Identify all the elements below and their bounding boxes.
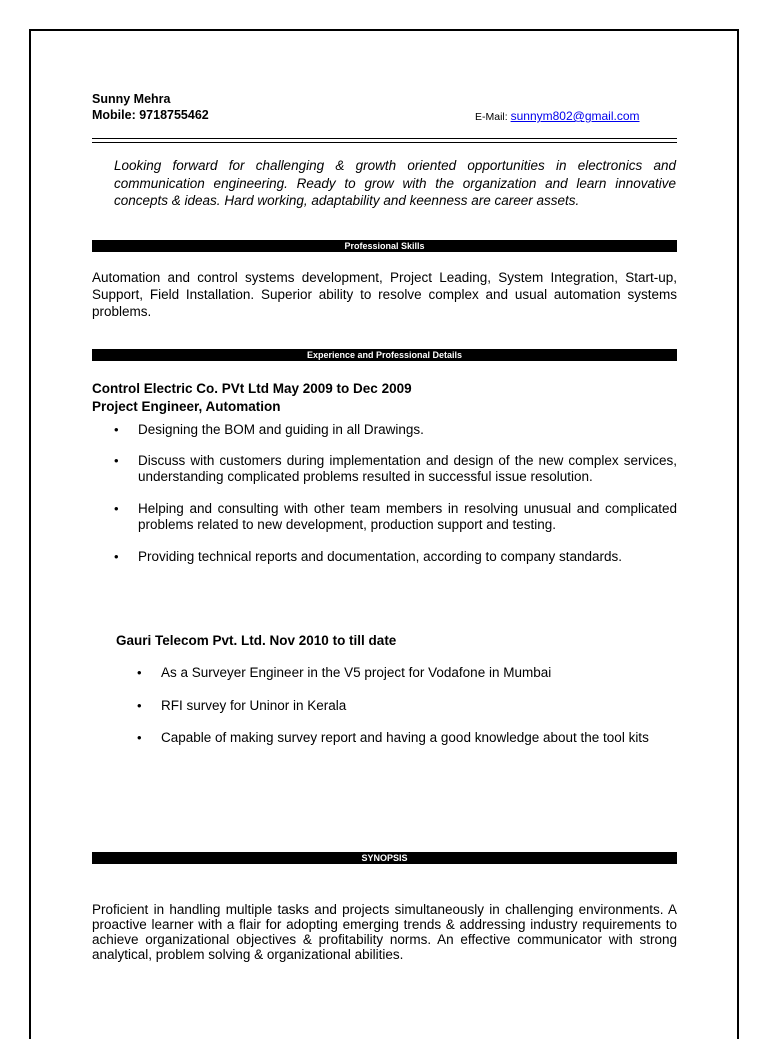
job-1-bullets (114, 422, 677, 565)
candidate-name: Sunny Mehra (92, 92, 171, 106)
header-rule-bottom (92, 142, 677, 143)
skills-text: Automation and control systems development, Project Leading, System Integration, Start-up, Support, Field Installation. Superior ability to resolve complex and usual automation systems problems. (92, 270, 677, 319)
bullet-icon: • (137, 665, 142, 680)
email-link[interactable]: sunnym802@gmail.com (510, 109, 640, 123)
list-item: • Capable of making survey report and having a good knowledge about the tool kits (137, 730, 649, 745)
list-item: • RFI survey for Uninor in Kerala (137, 697, 347, 713)
email-line (475, 109, 640, 123)
bullet-icon: • (114, 452, 119, 468)
bullet-icon: • (114, 500, 119, 516)
job-1-role: Project Engineer, Automation (92, 399, 281, 414)
bullet-icon: • (137, 730, 142, 745)
section-heading-experience: Experience and Professional Details (92, 349, 677, 361)
section-heading-skills: Professional Skills (92, 240, 677, 252)
bullet-icon: • (114, 422, 119, 437)
section-heading-synopsis: SYNOPSIS (92, 852, 677, 864)
mobile-number: Mobile: 9718755462 (92, 108, 209, 122)
list-item: • Designing the BOM and guiding in all Drawings. (114, 422, 424, 437)
career-objective: Looking forward for challenging & growth oriented opportunities in electronics and communication engineering. Ready to grow with the organization and learn innovative concepts & ideas. Hard working, adaptability and keenness are career assets. (114, 158, 676, 208)
job-1-company: Control Electric Co. PVt Ltd May 2009 to Dec 2009 (92, 381, 412, 396)
list-item: • Helping and consulting with other team members in resolving unusual and complicated problems related to new development, production support and testing. (114, 500, 677, 532)
bullet-icon: • (114, 548, 119, 564)
synopsis-text: Proficient in handling multiple tasks and projects simultaneously in challenging environments. A proactive learner with a flair for adopting emerging trends & addressing industry requirements to achieve organizational objectives & profitability norms. An effective communicator with strong analytical, problem solving & organizational abilities. (92, 902, 677, 962)
list-item: • Discuss with customers during implementation and design of the new complex services, understanding complicated problems resulted in successful issue resolution. (114, 452, 677, 484)
list-item: • Providing technical reports and documentation, according to company standards. (114, 548, 623, 564)
bullet-icon: • (137, 697, 142, 713)
email-label: E-Mail: (475, 111, 508, 123)
list-item: • As a Surveyer Engineer in the V5 project for Vodafone in Mumbai (137, 665, 552, 680)
job-2-bullets (137, 665, 677, 747)
job-2-company: Gauri Telecom Pvt. Ltd. Nov 2010 to till date (116, 633, 397, 648)
header-rule-top (92, 138, 677, 139)
